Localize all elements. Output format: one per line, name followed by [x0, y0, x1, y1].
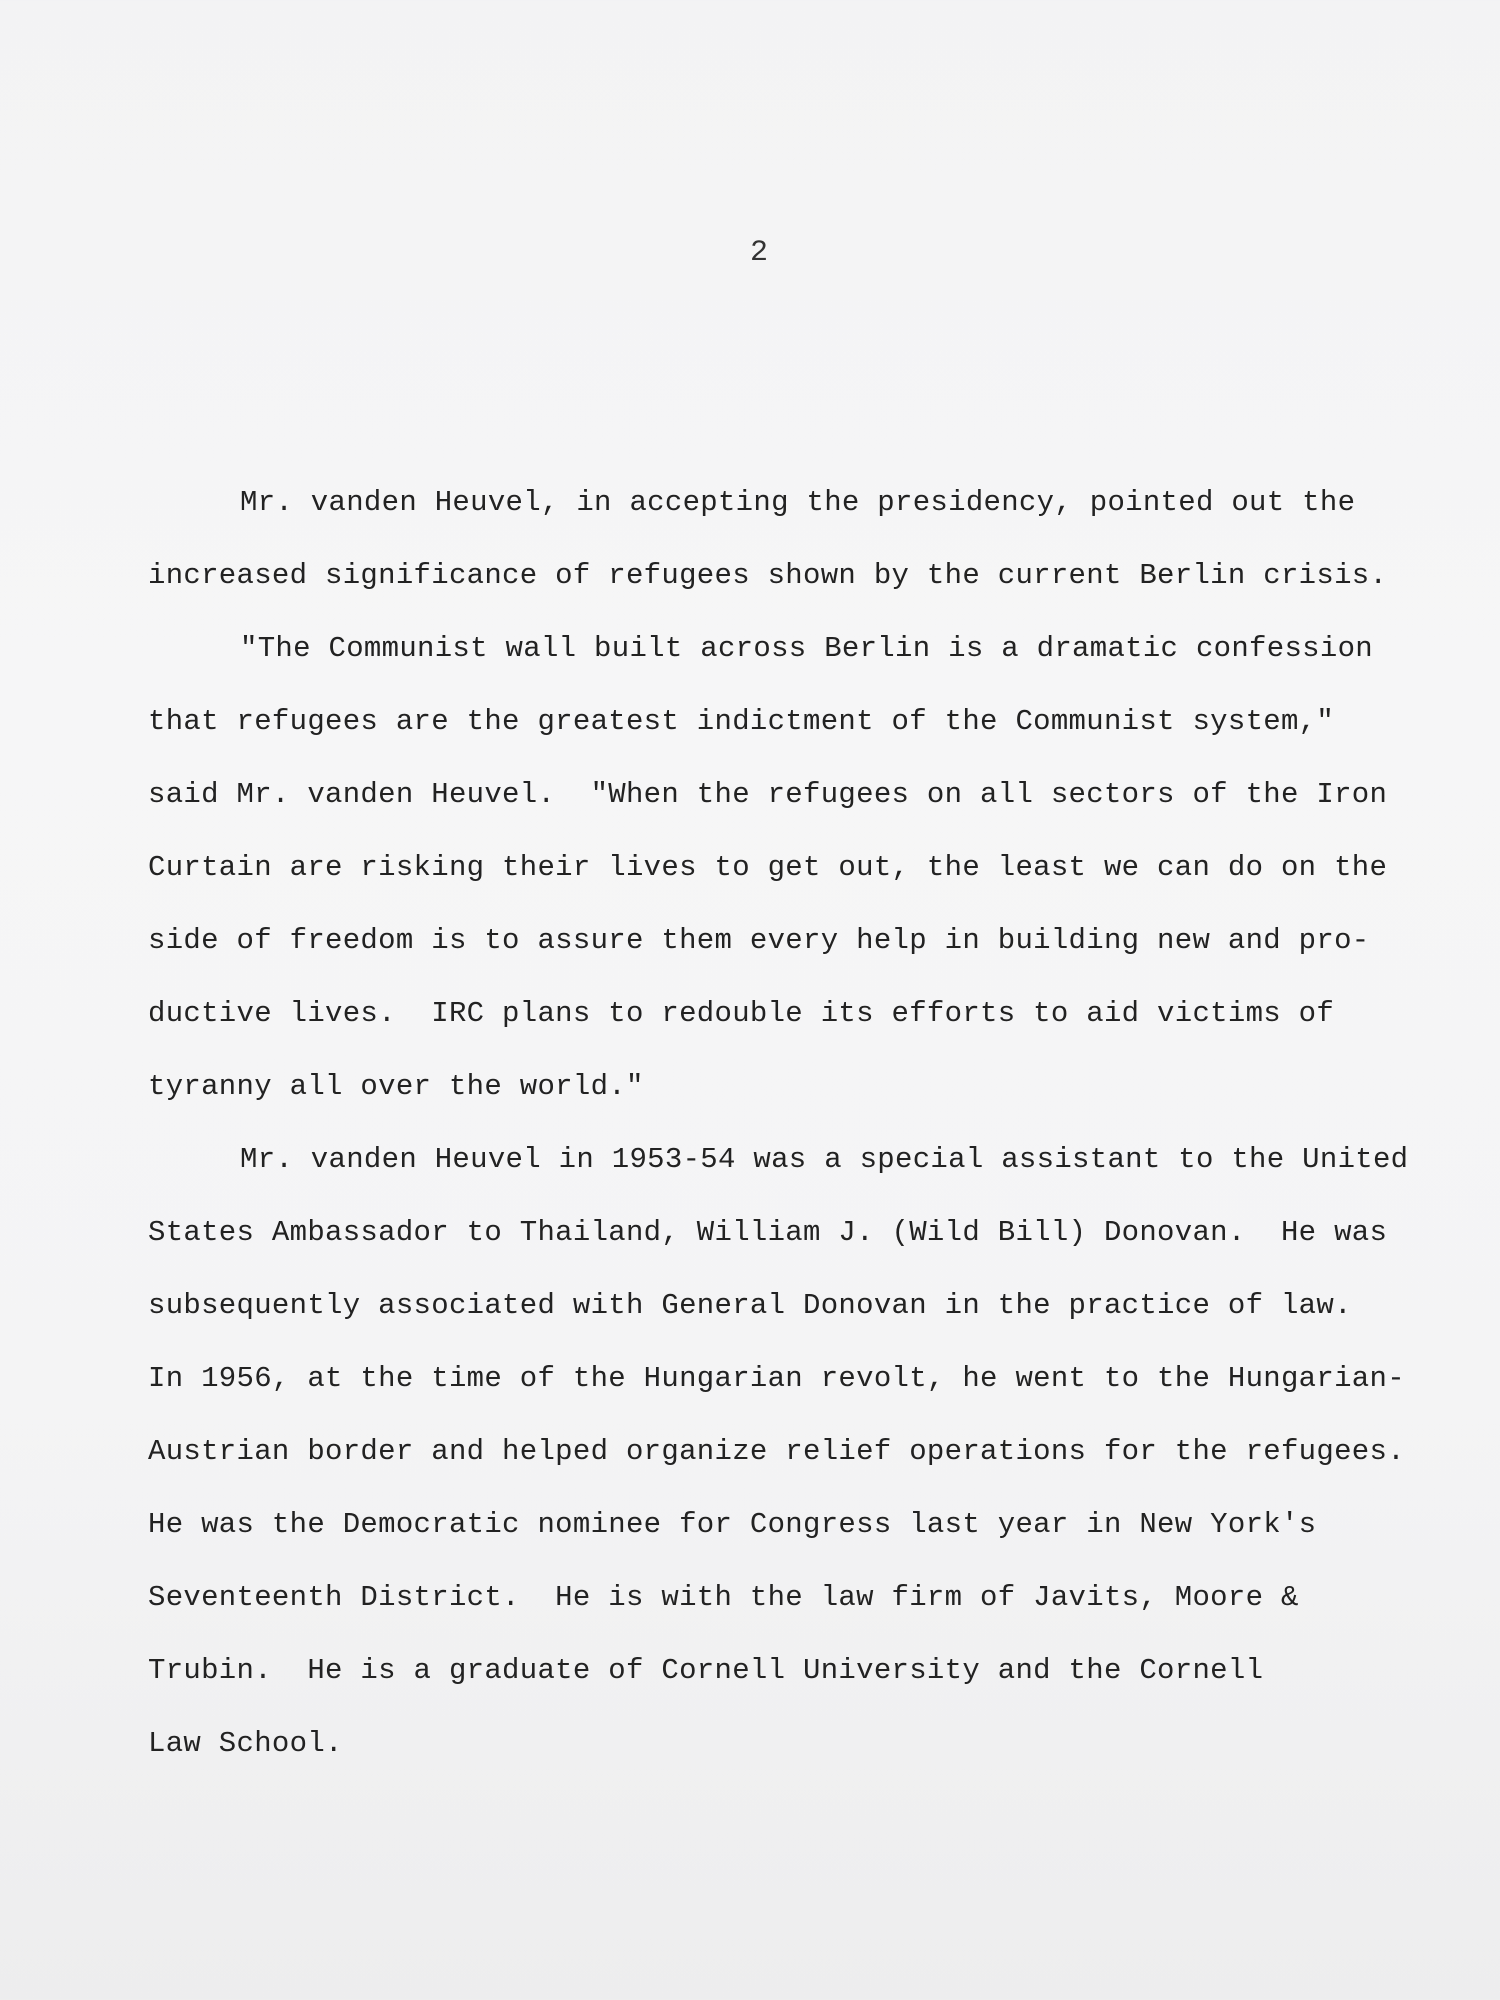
text-line: Austrian border and helped organize relief operations for the refugees. [148, 1435, 1405, 1468]
page-number: 2 [749, 236, 768, 270]
text-line: increased significance of refugees shown by the current Berlin crisis. [148, 559, 1388, 592]
text-line: Mr. vanden Heuvel, in accepting the presidency, pointed out the [240, 486, 1356, 519]
text-line: Trubin. He is a graduate of Cornell University and the Cornell [148, 1654, 1264, 1687]
body-text [148, 466, 1468, 1780]
text-line: said Mr. vanden Heuvel. "When the refugees on all sectors of the Iron [148, 778, 1388, 811]
text-line: States Ambassador to Thailand, William J. (Wild Bill) Donovan. He was [148, 1216, 1388, 1249]
text-line: subsequently associated with General Donovan in the practice of law. [148, 1289, 1352, 1322]
text-line: side of freedom is to assure them every help in building new and pro- [148, 924, 1370, 957]
text-line: Curtain are risking their lives to get out, the least we can do on the [148, 851, 1388, 884]
text-line: Law School. [148, 1727, 343, 1760]
text-line: "The Communist wall built across Berlin is a dramatic confession [240, 632, 1373, 665]
text-line: He was the Democratic nominee for Congress last year in New York's [148, 1508, 1317, 1541]
text-line: ductive lives. IRC plans to redouble its efforts to aid victims of [148, 997, 1335, 1030]
text-line: Seventeenth District. He is with the law firm of Javits, Moore & [148, 1581, 1299, 1614]
text-line: Mr. vanden Heuvel in 1953-54 was a special assistant to the United [240, 1143, 1409, 1176]
text-line: that refugees are the greatest indictment of the Communist system," [148, 705, 1335, 738]
text-line: tyranny all over the world." [148, 1070, 644, 1103]
text-line: In 1956, at the time of the Hungarian revolt, he went to the Hungarian- [148, 1362, 1405, 1395]
